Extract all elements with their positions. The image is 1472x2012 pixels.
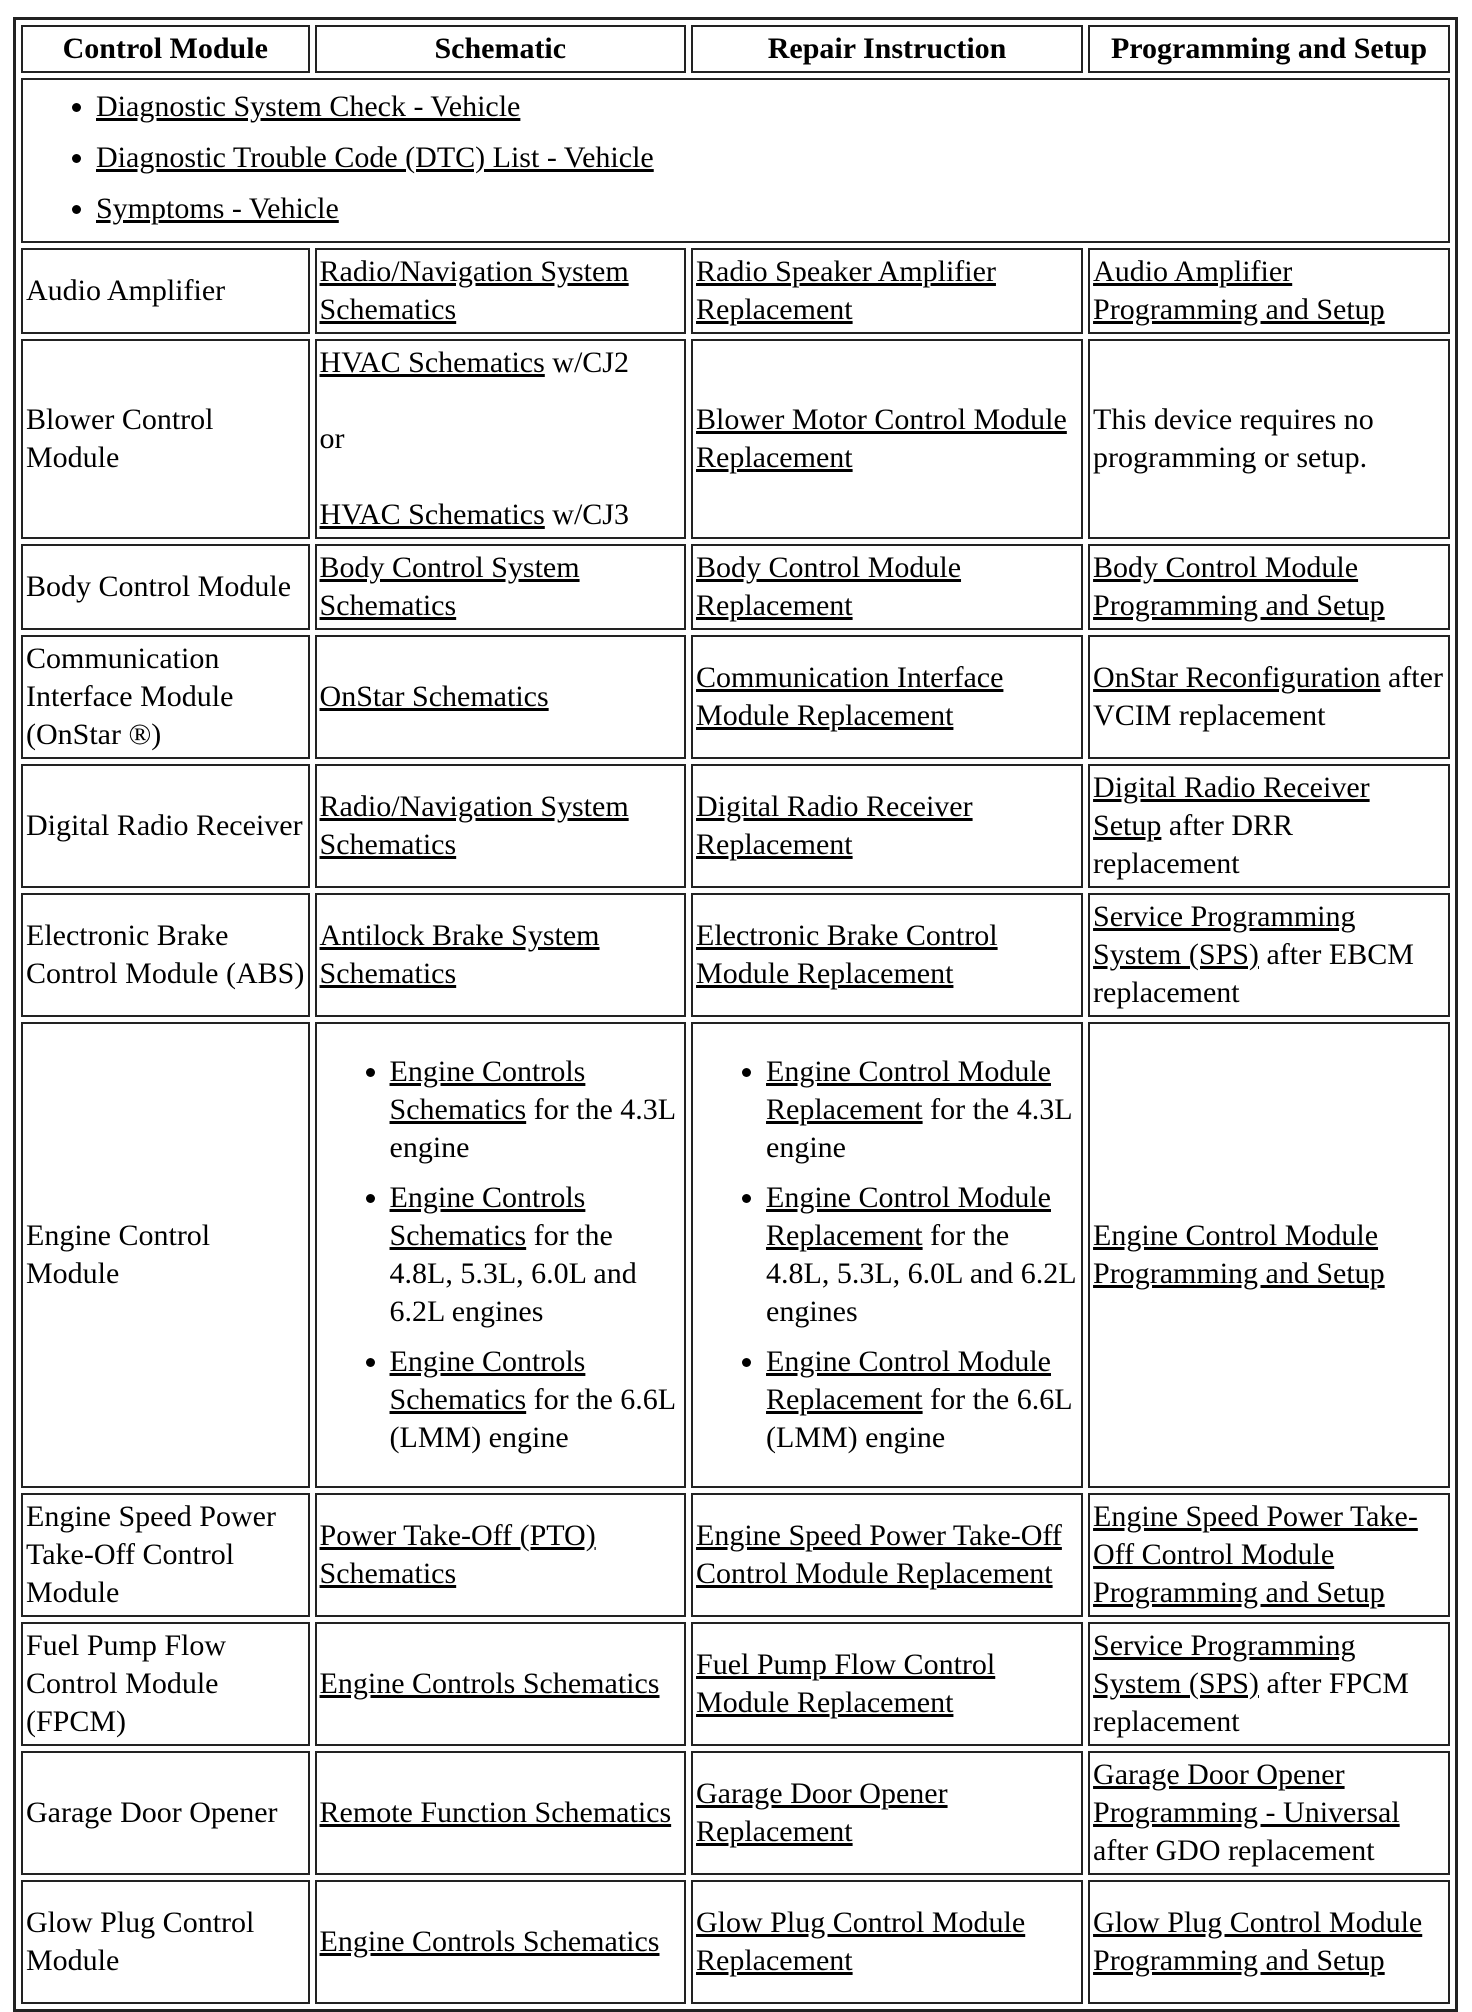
programming-cell <box>1088 248 1450 334</box>
table-row <box>21 339 1450 539</box>
link[interactable]: Power Take-Off (PTO) Schematics <box>319 1519 596 1590</box>
link[interactable]: OnStar Reconfiguration <box>1093 661 1381 694</box>
programming-cell <box>1088 1622 1450 1746</box>
text: for the 4.8L, 5.3L, 6.0L and 6.2L engines <box>766 1219 1076 1328</box>
table-row <box>21 1622 1450 1746</box>
paragraph <box>1093 1217 1445 1293</box>
module-name: Engine Speed Power Take-Off Control Module <box>21 1493 310 1617</box>
schematic-cell <box>315 1622 686 1746</box>
text: after EBCM replacement <box>1093 938 1414 1009</box>
text: for the 4.3L engine <box>766 1093 1072 1164</box>
link[interactable]: Engine Speed Power Take-Off Control Module Programming and Setup <box>1093 1500 1418 1609</box>
programming-cell <box>1088 339 1450 539</box>
list-item <box>390 1343 681 1457</box>
link[interactable]: Engine Control Module Replacement <box>766 1181 1051 1252</box>
list-item <box>96 139 1445 177</box>
paragraph <box>696 1904 1078 1980</box>
text: w/CJ2 <box>544 346 629 379</box>
module-name: Body Control Module <box>21 544 310 630</box>
paragraph <box>696 1517 1078 1593</box>
paragraph <box>1093 253 1445 329</box>
list-item <box>766 1179 1078 1331</box>
paragraph <box>1093 659 1445 735</box>
table-row <box>21 1751 1450 1875</box>
link[interactable]: Garage Door Opener Programming - Universal <box>1093 1758 1400 1829</box>
link[interactable]: Body Control Module Programming and Setup <box>1093 551 1385 622</box>
repair-cell <box>691 1751 1083 1875</box>
symptoms-link[interactable]: Symptoms - Vehicle <box>96 192 339 225</box>
link[interactable]: Service Programming System (SPS) <box>1093 1629 1356 1700</box>
programming-cell <box>1088 764 1450 888</box>
paragraph <box>320 917 681 993</box>
link[interactable]: Glow Plug Control Module Programming and Setup <box>1093 1906 1423 1977</box>
link[interactable]: Antilock Brake System Schematics <box>319 919 600 990</box>
module-name: Garage Door Opener <box>21 1751 310 1875</box>
paragraph <box>320 788 681 864</box>
text: after FPCM replacement <box>1093 1667 1409 1738</box>
repair-cell <box>691 339 1083 539</box>
repair-cell <box>691 248 1083 334</box>
text: or <box>319 422 345 455</box>
table-row <box>21 1022 1450 1488</box>
module-name: Glow Plug Control Module <box>21 1880 310 2004</box>
control-module-table <box>13 17 1458 2012</box>
link[interactable]: Garage Door Opener Replacement <box>696 1777 948 1848</box>
diagnostic-system-check-link[interactable]: Diagnostic System Check - Vehicle <box>96 90 521 123</box>
text: This device requires no programming or setup. <box>1093 403 1374 474</box>
list-item <box>96 190 1445 228</box>
repair-cell <box>691 544 1083 630</box>
paragraph <box>320 1517 681 1593</box>
link[interactable]: Radio Speaker Amplifier Replacement <box>696 255 996 326</box>
link[interactable]: Remote Function Schematics <box>319 1796 672 1829</box>
link[interactable]: Communication Interface Module Replacement <box>696 661 1004 732</box>
paragraph <box>1093 1498 1445 1612</box>
schematic-cell <box>315 635 686 759</box>
text: after VCIM replacement <box>1093 661 1443 732</box>
repair-cell <box>691 1880 1083 2004</box>
paragraph <box>320 253 681 329</box>
link[interactable]: Engine Controls Schematics <box>389 1055 586 1126</box>
paragraph <box>1093 1627 1445 1741</box>
paragraph <box>1093 1904 1445 1980</box>
link[interactable]: Engine Controls Schematics <box>319 1667 660 1700</box>
table-row <box>21 764 1450 888</box>
link[interactable]: Digital Radio Receiver Setup <box>1093 771 1370 842</box>
text: w/CJ3 <box>544 498 629 531</box>
paragraph <box>320 420 681 458</box>
link[interactable]: Body Control Module Replacement <box>696 551 962 622</box>
module-name: Digital Radio Receiver <box>21 764 310 888</box>
link[interactable]: Radio/Navigation System Schematics <box>319 790 629 861</box>
paragraph <box>320 344 681 382</box>
programming-cell <box>1088 893 1450 1017</box>
repair-cell <box>691 1022 1083 1488</box>
text: after DRR replacement <box>1093 809 1294 880</box>
repair-cell <box>691 1622 1083 1746</box>
list-item <box>390 1179 681 1331</box>
table-row <box>21 1880 1450 2004</box>
schematic-cell <box>315 1880 686 2004</box>
link[interactable]: Radio/Navigation System Schematics <box>319 255 629 326</box>
paragraph <box>320 678 681 716</box>
programming-cell <box>1088 544 1450 630</box>
link[interactable]: Digital Radio Receiver Replacement <box>696 790 973 861</box>
paragraph <box>696 1646 1078 1722</box>
link[interactable]: Engine Control Module Programming and Setup <box>1093 1219 1385 1290</box>
link[interactable]: Blower Motor Control Module Replacement <box>696 403 1067 474</box>
bullet-list <box>320 1053 681 1457</box>
header-row <box>21 25 1450 73</box>
repair-cell <box>691 893 1083 1017</box>
paragraph <box>1093 769 1445 883</box>
module-name: Blower Control Module <box>21 339 310 539</box>
schematic-cell <box>315 248 686 334</box>
general-links-row <box>21 78 1450 243</box>
bullet-list <box>696 1053 1078 1457</box>
module-name: Audio Amplifier <box>21 248 310 334</box>
link[interactable]: Fuel Pump Flow Control Module Replacement <box>696 1648 996 1719</box>
programming-cell <box>1088 1880 1450 2004</box>
schematic-cell <box>315 1493 686 1617</box>
link[interactable]: Glow Plug Control Module Replacement <box>696 1906 1026 1977</box>
paragraph <box>1093 898 1445 1012</box>
header-schematic: Schematic <box>315 25 686 73</box>
module-name: Fuel Pump Flow Control Module (FPCM) <box>21 1622 310 1746</box>
link[interactable]: Engine Control Module Replacement <box>766 1055 1051 1126</box>
paragraph <box>696 549 1078 625</box>
link[interactable]: Service Programming System (SPS) <box>1093 900 1356 971</box>
paragraph <box>1093 401 1445 477</box>
link[interactable]: Electronic Brake Control Module Replacement <box>696 919 998 990</box>
link[interactable]: HVAC Schematics <box>319 498 545 531</box>
link[interactable]: Engine Controls Schematics <box>389 1345 586 1416</box>
table-row <box>21 544 1450 630</box>
schematic-cell <box>315 893 686 1017</box>
header-repair-instruction: Repair Instruction <box>691 25 1083 73</box>
paragraph <box>320 1665 681 1703</box>
header-control-module: Control Module <box>21 25 310 73</box>
table-row <box>21 248 1450 334</box>
paragraph <box>320 1794 681 1832</box>
programming-cell <box>1088 1751 1450 1875</box>
link[interactable]: HVAC Schematics <box>319 346 545 379</box>
schematic-cell <box>315 1751 686 1875</box>
programming-cell <box>1088 1022 1450 1488</box>
paragraph <box>1093 549 1445 625</box>
paragraph <box>320 549 681 625</box>
paragraph <box>320 496 681 534</box>
link[interactable]: Engine Controls Schematics <box>389 1181 586 1252</box>
general-links-cell <box>21 78 1450 243</box>
link[interactable]: Engine Controls Schematics <box>319 1925 660 1958</box>
list-item <box>766 1053 1078 1167</box>
text: for the 6.6L (LMM) engine <box>389 1383 676 1454</box>
text: for the 6.6L (LMM) engine <box>766 1383 1072 1454</box>
list-item <box>96 88 1445 126</box>
link[interactable]: Engine Control Module Replacement <box>766 1345 1051 1416</box>
schematic-cell <box>315 1022 686 1488</box>
paragraph <box>696 1775 1078 1851</box>
paragraph <box>696 917 1078 993</box>
paragraph <box>696 659 1078 735</box>
repair-cell <box>691 764 1083 888</box>
link[interactable]: OnStar Schematics <box>319 680 549 713</box>
header-programming-setup: Programming and Setup <box>1088 25 1450 73</box>
table-row <box>21 893 1450 1017</box>
module-name: Communication Interface Module (OnStar ®) <box>21 635 310 759</box>
repair-cell <box>691 635 1083 759</box>
list-item <box>766 1343 1078 1457</box>
paragraph <box>696 253 1078 329</box>
schematic-cell <box>315 764 686 888</box>
programming-cell <box>1088 1493 1450 1617</box>
module-name: Engine Control Module <box>21 1022 310 1488</box>
link[interactable]: Engine Speed Power Take-Off Control Module Replacement <box>696 1519 1062 1590</box>
module-name: Electronic Brake Control Module (ABS) <box>21 893 310 1017</box>
dtc-list-link[interactable]: Diagnostic Trouble Code (DTC) List - Vehicle <box>96 141 654 174</box>
general-links-list <box>26 88 1445 228</box>
programming-cell <box>1088 635 1450 759</box>
repair-cell <box>691 1493 1083 1617</box>
link[interactable]: Audio Amplifier Programming and Setup <box>1093 255 1385 326</box>
text: after GDO replacement <box>1093 1834 1375 1867</box>
table-row <box>21 635 1450 759</box>
list-item <box>390 1053 681 1167</box>
link[interactable]: Body Control System Schematics <box>319 551 580 622</box>
paragraph <box>696 401 1078 477</box>
paragraph <box>696 788 1078 864</box>
text: for the 4.8L, 5.3L, 6.0L and 6.2L engines <box>389 1219 637 1328</box>
text: for the 4.3L engine <box>389 1093 676 1164</box>
paragraph <box>320 1923 681 1961</box>
schematic-cell <box>315 339 686 539</box>
schematic-cell <box>315 544 686 630</box>
table-row <box>21 1493 1450 1617</box>
paragraph <box>1093 1756 1445 1870</box>
